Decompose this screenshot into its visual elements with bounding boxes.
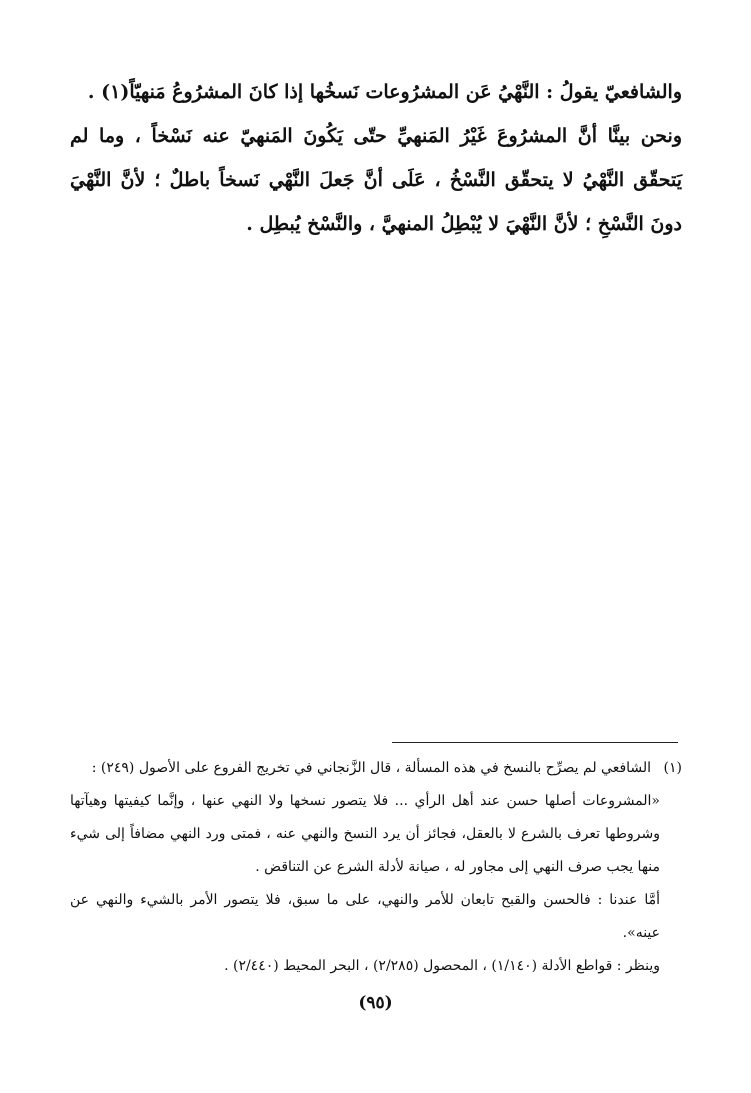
footnote-marker: (١) — [663, 760, 682, 776]
footnote-quote: «المشروعات أصلها حسن عند أهل الرأي ... فلا يتصور نسخها ولا النهي عنها ، وإنَّما كيفيتها وهيآتها وشروطها تعرف بالشرع لا بالعقل، فجائز أن يرد النسخ والنهي عنه ، فمتى ورد النهي مضافاً إلى شيء منها يجب صرف النهي إلى مجاور له ، صيانة لأدلة الشرع عن التناقض . — [70, 793, 660, 875]
body-paragraph-2: ونحن بينَّا أنَّ المشرُوعَ غَيْرُ المَنهيِّ حتّى يَكُونَ المَنهيّ عنه نَسْخاً ، وما لم يَتحقّق النَّهْيُ لا يتحقّق النَّسْخُ ، عَلَى أنَّ جَعلَ النَّهْي نَسخاً باطلٌ ؛ لأنَّ النَّهْيَ دونَ النَّسْخِ ؛ لأنَّ النَّهْيَ لا يُبْطِلُ المنهيَّ ، والنَّسْخ يُبطِل . — [70, 125, 682, 235]
footnote-quote-continued: أمَّا عندنا : فالحسن والقبح تابعان للأمر والنهي، على ما سبق، فلا يتصور الأمر بالشيء والنهي عن عينه». — [70, 892, 660, 941]
page-number: (٩٥) — [358, 993, 393, 1013]
footnote-1-line-1 — [70, 752, 682, 785]
footnotes-section — [70, 752, 682, 983]
footnote-divider — [392, 742, 678, 743]
main-text — [70, 70, 682, 246]
footnote-references: وينظر : قواطع الأدلة (١/١٤٠) ، المحصول (٢/٢٨٥) ، البحر المحيط (٢/٤٤٠) . — [224, 958, 660, 974]
footnote-1-text: الشافعي لم يصرِّح بالنسخ في هذه المسألة ، قال الزَّنجاني في تخريج الفروع على الأصول (٢٤٩) : — [91, 760, 652, 776]
body-paragraph-1: والشافعيّ يقولُ : النَّهْيُ عَن المشرُوعات نَسخُها إذا كانَ المشرُوعُ مَنهيّاً(١) . — [87, 81, 682, 103]
